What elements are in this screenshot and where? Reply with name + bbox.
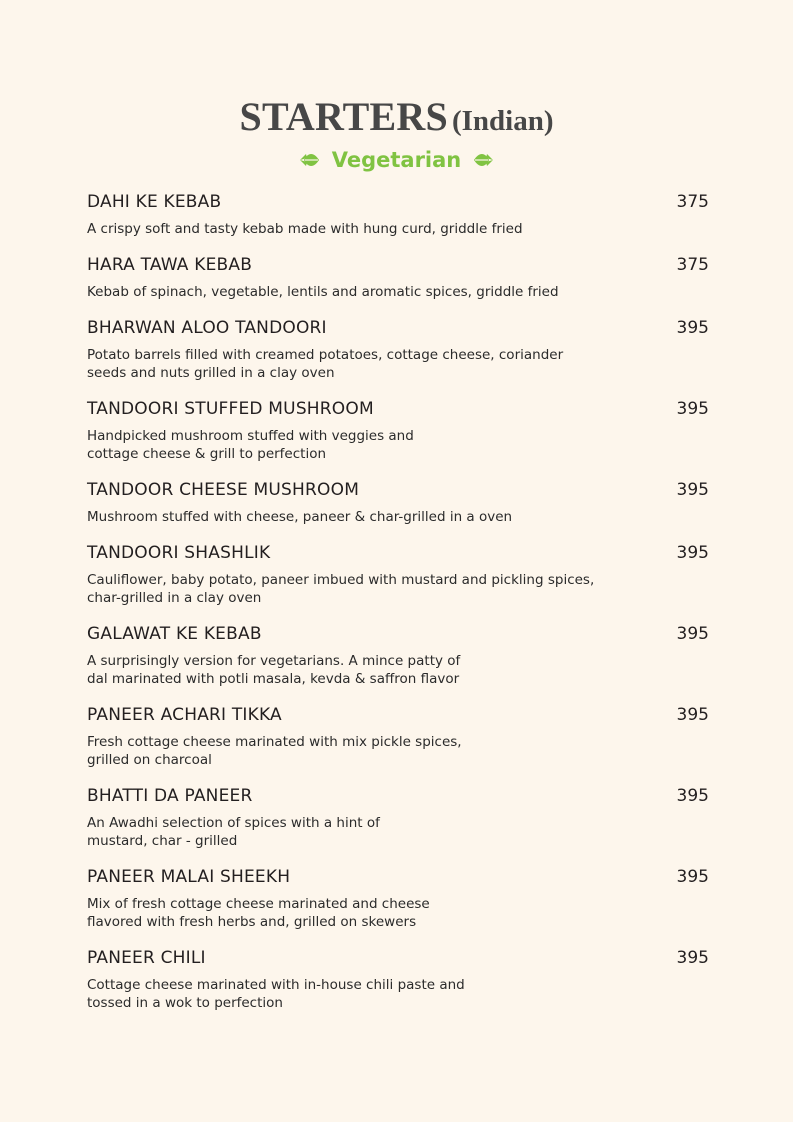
menu-item bbox=[87, 865, 709, 931]
menu-item bbox=[87, 946, 709, 1012]
menu-item bbox=[87, 703, 709, 769]
item-description: Handpicked mushroom stuffed with veggies and cottage cheese & grill to perfection bbox=[87, 428, 414, 462]
title-main: STARTERS bbox=[239, 94, 448, 139]
item-name: TANDOORI STUFFED MUSHROOM bbox=[87, 399, 374, 419]
menu-item bbox=[87, 622, 709, 688]
item-name: PANEER CHILI bbox=[87, 948, 206, 968]
item-price: 395 bbox=[676, 624, 709, 644]
title-subtitle: (Indian) bbox=[451, 105, 554, 137]
menu-item bbox=[87, 784, 709, 850]
subheading-label: Vegetarian bbox=[331, 148, 462, 172]
item-price: 375 bbox=[676, 255, 709, 275]
item-description: Mix of fresh cottage cheese marinated and cheese flavored with fresh herbs and, grilled on skewers bbox=[87, 896, 430, 930]
item-description: Cauliflower, baby potato, paneer imbued with mustard and pickling spices, char-grilled in a clay oven bbox=[87, 572, 595, 606]
item-price: 395 bbox=[676, 867, 709, 887]
item-name: PANEER ACHARI TIKKA bbox=[87, 705, 282, 725]
item-name: TANDOOR CHEESE MUSHROOM bbox=[87, 480, 360, 500]
item-price: 395 bbox=[676, 480, 709, 500]
menu-header bbox=[0, 95, 793, 174]
item-name: HARA TAWA KEBAB bbox=[87, 255, 253, 275]
item-description: Cottage cheese marinated with in-house chili paste and tossed in a wok to perfection bbox=[87, 977, 465, 1011]
menu-item bbox=[87, 253, 709, 301]
item-description: A surprisingly version for vegetarians. A mince patty of dal marinated with potli masala, kevda & saffron flavor bbox=[87, 653, 461, 687]
page-title bbox=[0, 95, 793, 139]
menu-item bbox=[87, 541, 709, 607]
item-name: GALAWAT KE KEBAB bbox=[87, 624, 262, 644]
item-name: DAHI KE KEBAB bbox=[87, 192, 222, 212]
item-description: Fresh cottage cheese marinated with mix pickle spices, grilled on charcoal bbox=[87, 734, 462, 768]
item-description: An Awadhi selection of spices with a hint of mustard, char - grilled bbox=[87, 815, 380, 849]
menu-item bbox=[87, 190, 709, 238]
item-price: 395 bbox=[676, 543, 709, 563]
item-description: Kebab of spinach, vegetable, lentils and aromatic spices, griddle fried bbox=[87, 284, 559, 300]
item-description: Mushroom stuffed with cheese, paneer & char-grilled in a oven bbox=[87, 509, 513, 525]
menu-item bbox=[87, 316, 709, 382]
item-price: 395 bbox=[676, 705, 709, 725]
item-name: BHARWAN ALOO TANDOORI bbox=[87, 318, 327, 338]
item-price: 395 bbox=[676, 399, 709, 419]
item-name: PANEER MALAI SHEEKH bbox=[87, 867, 291, 887]
item-price: 375 bbox=[676, 192, 709, 212]
leaf-ornament-icon bbox=[298, 150, 320, 170]
menu-item bbox=[87, 478, 709, 526]
menu-list bbox=[87, 190, 709, 1027]
item-price: 395 bbox=[676, 318, 709, 338]
item-description: A crispy soft and tasty kebab made with hung curd, griddle fried bbox=[87, 221, 523, 237]
item-name: TANDOORI SHASHLIK bbox=[87, 543, 271, 563]
leaf-ornament-icon bbox=[473, 150, 495, 170]
section-subheading bbox=[0, 146, 793, 174]
item-price: 395 bbox=[676, 786, 709, 806]
item-description: Potato barrels filled with creamed potatoes, cottage cheese, coriander seeds and nuts grilled in a clay oven bbox=[87, 347, 564, 381]
menu-item bbox=[87, 397, 709, 463]
item-name: BHATTI DA PANEER bbox=[87, 786, 253, 806]
item-price: 395 bbox=[676, 948, 709, 968]
